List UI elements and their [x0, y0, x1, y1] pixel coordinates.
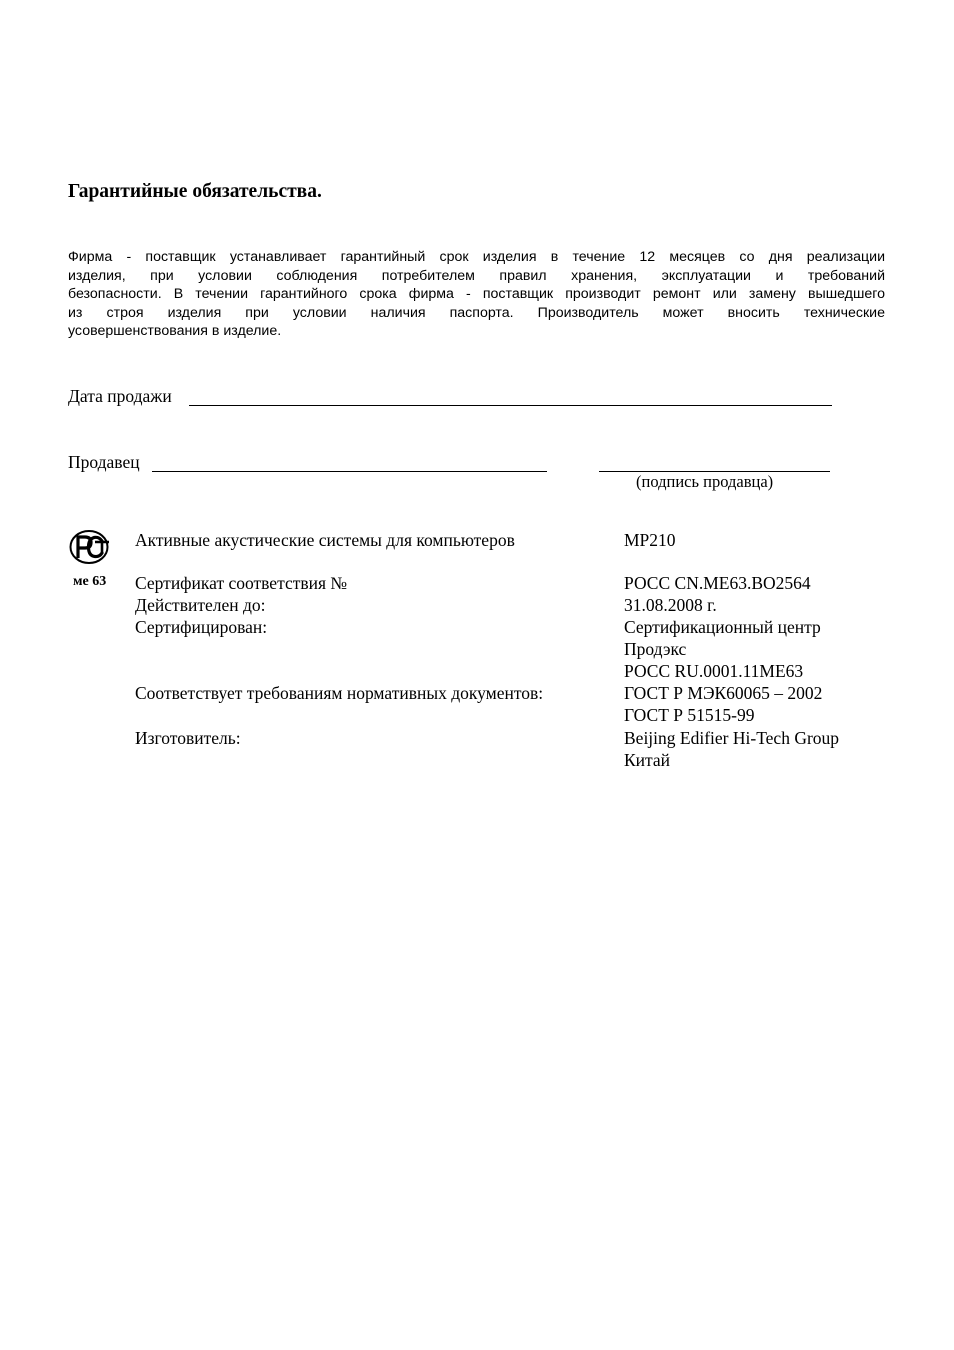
page-title: Гарантийные обязательства.: [68, 181, 322, 202]
sale-date-label: Дата продажи: [68, 386, 172, 406]
signature-caption: (подпись продавца): [636, 472, 774, 491]
seller-blank-line[interactable]: [152, 471, 547, 472]
paragraph-line: Фирма - поставщик устанавливает гарантийный срок изделия в течение 12 месяцев со дня реализации: [68, 249, 885, 265]
seller-label: Продавец: [68, 452, 140, 472]
product-model: MP210: [624, 530, 676, 550]
paragraph-line: усовершенствования в изделие.: [68, 323, 282, 340]
standards-value: ГОСТ Р МЭК60065 – 2002: [624, 683, 823, 703]
warranty-paragraph: [68, 248, 885, 341]
certified-by-value: Сертификационный центр: [624, 617, 821, 637]
rst-certification-mark-icon: [69, 529, 113, 565]
manufacturer-value: Beijing Edifier Hi-Tech Group: [624, 728, 840, 748]
manufacturer-value: Китай: [624, 750, 671, 770]
certified-by-value: Продэкс: [624, 639, 687, 659]
product-label: Активные акустические системы для компьютеров: [135, 530, 515, 550]
certificate-number-value: РОСС CN.ME63.BO2564: [624, 573, 811, 593]
sale-date-blank-line[interactable]: [189, 405, 832, 406]
paragraph-line: изделия, при условии соблюдения потребителем правил хранения, эксплуатации и требований: [68, 267, 885, 284]
certification-code: ме 63: [73, 574, 107, 589]
valid-until-value: 31.08.2008 г.: [624, 595, 717, 615]
manufacturer-label: Изготовитель:: [135, 728, 241, 748]
standards-label: Соответствует требованиям нормативных документов:: [135, 683, 544, 703]
standards-value: ГОСТ Р 51515-99: [624, 705, 755, 725]
paragraph-line: из строя изделия при условии наличия паспорта. Производитель может вносить технические: [68, 304, 885, 321]
certificate-number-label: Сертификат соответствия №: [135, 573, 348, 593]
valid-until-label: Действителен до:: [135, 595, 266, 615]
paragraph-line: безопасности. В течении гарантийного срока фирма - поставщик производит ремонт или замену вышедшего: [68, 286, 885, 303]
certified-by-label: Сертифицирован:: [135, 617, 268, 637]
certified-by-value: РОСС RU.0001.11МЕ63: [624, 661, 804, 681]
